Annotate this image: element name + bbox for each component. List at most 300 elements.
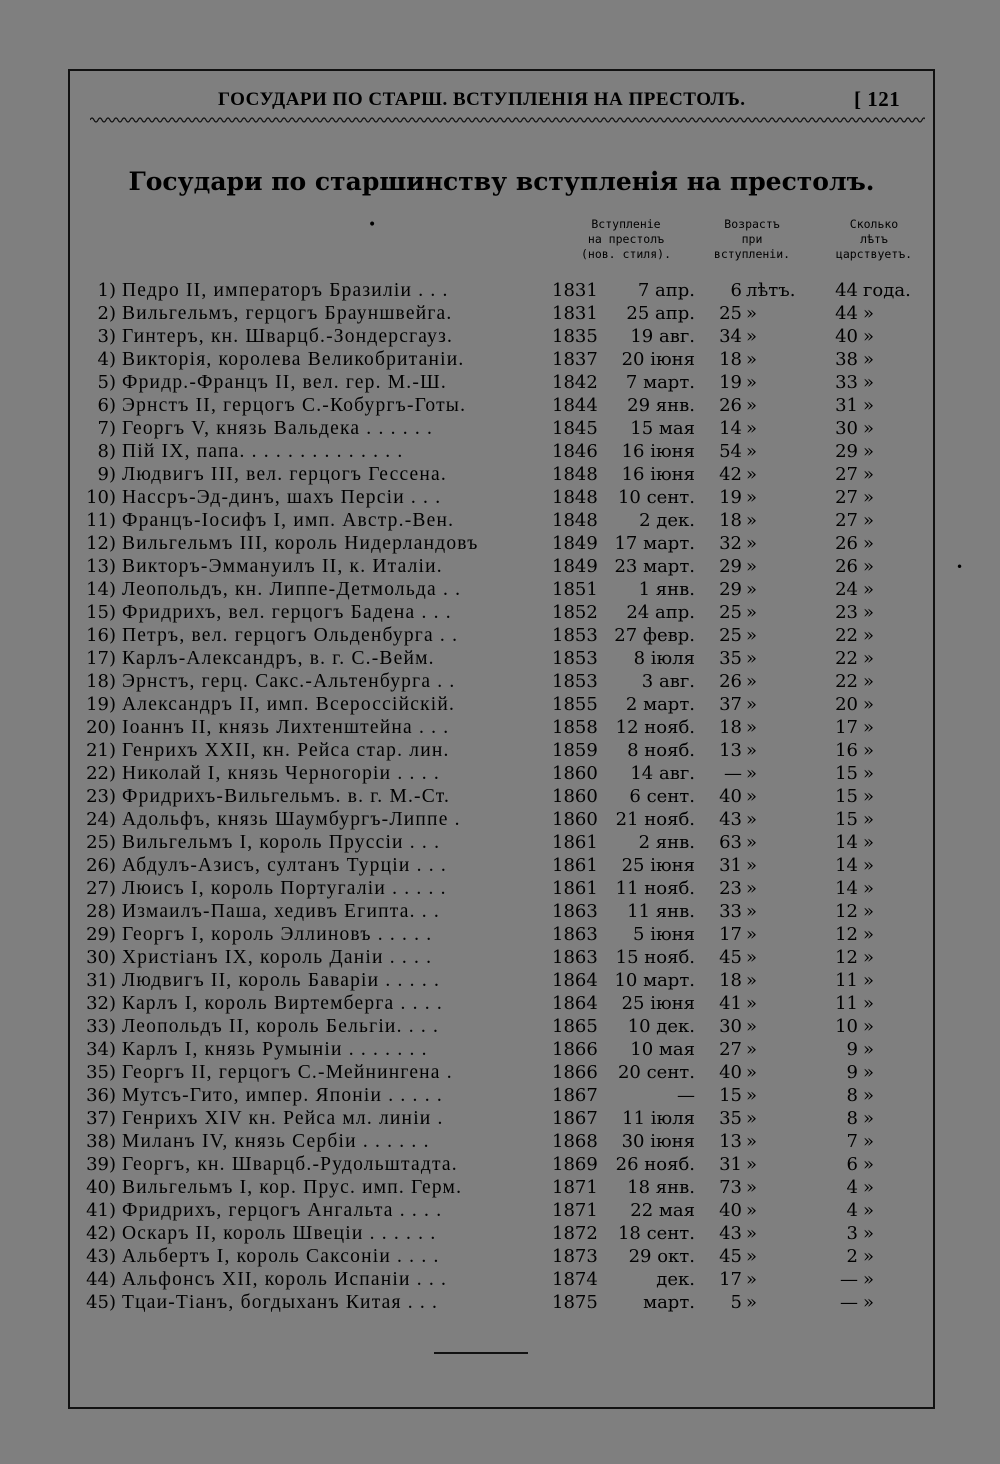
accession-age: 19 [719,372,742,393]
table-row [70,900,937,923]
age-unit: » [746,1108,758,1129]
accession-date: 14 авг. [630,763,695,784]
age-unit: » [746,1292,758,1313]
age-unit: » [746,441,758,462]
reign-unit: » [863,1200,875,1221]
table-row [70,831,937,854]
reign-unit: » [863,717,875,738]
row-number: 40) [86,1177,116,1198]
accession-age: 26 [719,671,742,692]
accession-year: 1865 [552,1016,598,1037]
accession-age: 43 [719,1223,742,1244]
reign-unit: » [863,1108,875,1129]
age-unit: » [746,924,758,945]
reign-years: 16 [835,740,858,761]
ruler-name: Фридрихъ, герцогъ Ангальта . . . . [122,1200,443,1221]
table-row [70,739,937,762]
accession-date: 10 мая [630,1039,695,1060]
accession-year: 1863 [552,947,598,968]
age-unit: » [746,556,758,577]
table-row [70,969,937,992]
row-number: 17) [86,648,116,669]
table-row [70,1038,937,1061]
accession-age: 18 [719,970,742,991]
wavy-rule [90,115,925,125]
ruler-name: Николай I, князь Черногоріи . . . . [122,763,440,784]
age-unit: » [746,1246,758,1267]
accession-age: 31 [719,1154,742,1175]
reign-unit: » [863,1223,875,1244]
ruler-name: Эрнстъ II, герцогъ С.-Кобургъ-Готы. [122,395,467,416]
accession-age: 25 [719,602,742,623]
table-row [70,1268,937,1291]
row-number: 26) [86,855,116,876]
ruler-name: Георгъ, кн. Шварцб.-Рудольштадта. [122,1154,458,1175]
row-number: 32) [86,993,116,1014]
age-unit: » [746,533,758,554]
ruler-name: Оскаръ II, король Швеціи . . . . . . [122,1223,437,1244]
age-unit: » [746,694,758,715]
accession-date: 26 нояб. [615,1154,695,1175]
accession-age: 25 [719,303,742,324]
age-unit: » [746,947,758,968]
reign-years: 33 [835,372,858,393]
running-head-title: ГОСУДАРИ ПО СТАРШ. ВСТУПЛЕНІЯ НА ПРЕСТОЛЪ. [218,89,746,110]
table-row [70,463,937,486]
reign-years: 10 [835,1016,858,1037]
reign-unit: » [863,602,875,623]
accession-year: 1867 [552,1108,598,1129]
ruler-name: Вильгельмъ I, кор. Прус. имп. Герм. [122,1177,463,1198]
reign-unit: » [863,395,875,416]
reign-unit: » [863,1016,875,1037]
reign-unit: » [863,625,875,646]
reign-years: 4 [846,1177,858,1198]
closing-rule [434,1352,528,1354]
accession-date: 24 апр. [626,602,695,623]
accession-year: 1855 [552,694,598,715]
accession-age: 29 [719,556,742,577]
reign-years: 30 [835,418,858,439]
reign-unit: » [863,740,875,761]
accession-year: 1846 [552,441,598,462]
row-number: 12) [86,533,116,554]
accession-year: 1837 [552,349,598,370]
accession-age: 17 [719,1269,742,1290]
row-number: 8) [97,441,116,462]
reign-unit: » [863,993,875,1014]
ruler-name: Александръ II, имп. Всероссійскій. [122,694,456,715]
accession-year: 1871 [552,1177,598,1198]
row-number: 10) [86,487,116,508]
accession-year: 1848 [552,464,598,485]
age-unit: » [746,1016,758,1037]
accession-date: 25 іюня [621,855,695,876]
ruler-name: Генрихъ XIV кн. Рейса мл. линіи . [122,1108,444,1129]
accession-year: 1861 [552,855,598,876]
accession-year: 1860 [552,809,598,830]
ruler-name: Мутсъ-Гито, импер. Японіи . . . . . [122,1085,443,1106]
table-row [70,624,937,647]
reign-years: 17 [835,717,858,738]
row-number: 22) [86,763,116,784]
age-unit: » [746,740,758,761]
ruler-name: Адольфъ, князь Шаумбургъ-Липпе . [122,809,461,830]
reign-years: 15 [835,809,858,830]
table-row [70,647,937,670]
accession-age: 45 [719,947,742,968]
accession-age: 32 [719,533,742,554]
row-number: 15) [86,602,116,623]
table-row [70,716,937,739]
accession-year: 1863 [552,924,598,945]
accession-date: 2 янв. [638,832,695,853]
accession-age: 25 [719,625,742,646]
accession-date: 25 апр. [626,303,695,324]
reign-unit: » [863,924,875,945]
reign-unit: » [863,533,875,554]
column-header-accession: Вступленіе на престолъ (нов. стиля). [580,217,671,261]
accession-date: 10 дек. [627,1016,695,1037]
accession-year: 1869 [552,1154,598,1175]
age-unit: » [746,671,758,692]
accession-age: 27 [719,1039,742,1060]
reign-years: — [840,1269,858,1290]
accession-year: 1866 [552,1039,598,1060]
age-unit: » [746,901,758,922]
reign-unit: » [863,1154,875,1175]
table-row [70,509,937,532]
reign-years: 14 [835,878,858,899]
reign-unit: » [863,786,875,807]
reign-unit: » [863,1039,875,1060]
accession-year: 1853 [552,648,598,669]
accession-date: 1 янв. [638,579,695,600]
accession-year: 1861 [552,878,598,899]
accession-year: 1842 [552,372,598,393]
table-row [70,578,937,601]
rulers-table [70,279,937,1314]
table-row [70,877,937,900]
row-number: 3) [97,326,116,347]
accession-date: 25 іюня [621,993,695,1014]
reign-unit: » [863,901,875,922]
reign-years: 14 [835,832,858,853]
reign-years: 23 [835,602,858,623]
accession-date: 22 мая [630,1200,695,1221]
accession-date: дек. [656,1269,695,1290]
reign-unit: » [863,303,875,324]
accession-year: 1864 [552,993,598,1014]
accession-date: 16 іюня [621,464,695,485]
age-unit: » [746,418,758,439]
table-row [70,1176,937,1199]
reign-years: 22 [835,648,858,669]
age-unit: » [746,464,758,485]
ruler-name: Георгъ I, король Эллиновъ . . . . . [122,924,433,945]
accession-year: 1858 [552,717,598,738]
ruler-name: Францъ-Іосифъ I, имп. Австр.-Вен. [122,510,455,531]
reign-years: 11 [835,970,858,991]
ruler-name: Нассръ-Эд-динъ, шахъ Персіи . . . [122,487,442,508]
reign-years: 29 [835,441,858,462]
accession-year: 1874 [552,1269,598,1290]
reign-years: 27 [835,487,858,508]
accession-year: 1861 [552,832,598,853]
age-unit: » [746,648,758,669]
accession-date: 6 сент. [629,786,695,807]
reign-unit: » [863,648,875,669]
row-number: 43) [86,1246,116,1267]
accession-date: 18 янв. [627,1177,695,1198]
row-number: 16) [86,625,116,646]
accession-age: 40 [719,1200,742,1221]
ruler-name: Альфонсъ XII, король Испаніи . . . [122,1269,448,1290]
column-header-age: Возрастъ при вступленіи. [713,217,791,261]
accession-date: 20 сент. [617,1062,695,1083]
row-number: 21) [86,740,116,761]
reign-years: 15 [835,786,858,807]
reign-years: 27 [835,464,858,485]
accession-year: 1873 [552,1246,598,1267]
ruler-name: Эрнстъ, герц. Сакс.-Альтенбурга . . [122,671,456,692]
age-unit: » [746,1269,758,1290]
accession-year: 1863 [552,901,598,922]
table-row [70,693,937,716]
age-unit: » [746,602,758,623]
accession-date: 2 дек. [639,510,695,531]
age-unit: » [746,625,758,646]
row-number: 45) [86,1292,116,1313]
age-unit: » [746,1223,758,1244]
accession-date: 8 нояб. [627,740,695,761]
reign-years: 26 [835,556,858,577]
reign-unit: » [863,947,875,968]
row-number: 1) [97,280,116,301]
accession-age: 35 [719,1108,742,1129]
accession-age: 37 [719,694,742,715]
age-unit: » [746,1154,758,1175]
table-row [70,1061,937,1084]
accession-year: 1853 [552,625,598,646]
age-unit: » [746,487,758,508]
accession-date: 23 март. [614,556,695,577]
reign-unit: » [863,694,875,715]
age-unit: » [746,786,758,807]
reign-unit: » [863,832,875,853]
accession-year: 1860 [552,763,598,784]
accession-year: 1853 [552,671,598,692]
reign-years: 4 [846,1200,858,1221]
table-row [70,325,937,348]
accession-age: 15 [719,1085,742,1106]
reign-unit: » [863,418,875,439]
page-title: Государи по старшинству вступленія на престолъ. [128,167,875,196]
accession-date: 11 іюля [622,1108,695,1129]
reign-years: 15 [835,763,858,784]
reign-unit: » [863,326,875,347]
accession-date: 29 окт. [628,1246,695,1267]
table-row [70,762,937,785]
table-row [70,1153,937,1176]
age-unit: » [746,1039,758,1060]
age-unit: » [746,717,758,738]
row-number: 38) [86,1131,116,1152]
reign-years: 8 [846,1085,858,1106]
age-unit: » [746,832,758,853]
reign-years: 11 [835,993,858,1014]
ruler-name: Леопольдъ II, король Бельгіи. . . . [122,1016,440,1037]
accession-age: 18 [719,349,742,370]
reign-years: 44 [835,280,858,301]
accession-age: 54 [719,441,742,462]
reign-years: 22 [835,625,858,646]
ruler-name: Педро II, императоръ Бразиліи . . . [122,280,449,301]
reign-unit: » [863,1131,875,1152]
row-number: 39) [86,1154,116,1175]
reign-years: — [840,1292,858,1313]
table-row [70,555,937,578]
reign-unit: » [863,878,875,899]
ruler-name: Фридрихъ-Вильгельмъ. в. г. М.-Ст. [122,786,451,807]
accession-date: 11 нояб. [615,878,695,899]
accession-date: март. [643,1292,695,1313]
ruler-name: Христіанъ IX, король Даніи . . . . [122,947,433,968]
accession-date: 29 янв. [627,395,695,416]
row-number: 36) [86,1085,116,1106]
ruler-name: Абдулъ-Азисъ, султанъ Турціи . . . [122,855,447,876]
row-number: 18) [86,671,116,692]
accession-year: 1831 [552,280,598,301]
ruler-name: Вильгельмъ, герцогъ Брауншвейга. [122,303,453,324]
reign-years: 8 [846,1108,858,1129]
row-number: 30) [86,947,116,968]
ruler-name: Людвигъ III, вел. герцогъ Гессена. [122,464,447,485]
table-row [70,785,937,808]
row-number: 42) [86,1223,116,1244]
accession-date: 16 іюня [621,441,695,462]
accession-year: 1872 [552,1223,598,1244]
accession-date: 11 янв. [627,901,695,922]
ruler-name: Измаилъ-Паша, хедивъ Египта. . . [122,901,440,922]
reign-unit: » [863,579,875,600]
reign-unit: » [863,671,875,692]
ruler-name: Вильгельмъ I, король Пруссіи . . . [122,832,441,853]
table-row [70,923,937,946]
accession-age: 42 [719,464,742,485]
accession-year: 1868 [552,1131,598,1152]
row-number: 29) [86,924,116,945]
age-unit: » [746,303,758,324]
ruler-name: Вильгельмъ III, король Нидерландовъ [122,533,479,554]
accession-date: 7 апр. [637,280,695,301]
accession-year: 1864 [552,970,598,991]
age-unit: » [746,993,758,1014]
table-row [70,601,937,624]
reign-unit: » [863,510,875,531]
reign-years: 6 [846,1154,858,1175]
ruler-name: Леопольдъ, кн. Липпе-Детмольда . . [122,579,462,600]
accession-age: 40 [719,1062,742,1083]
reign-unit: » [863,349,875,370]
age-unit: » [746,372,758,393]
ruler-name: Георгъ II, герцогъ С.-Мейнингена . [122,1062,453,1083]
accession-age: 14 [719,418,742,439]
row-number: 24) [86,809,116,830]
ruler-name: Фридр.-Францъ II, вел. гер. М.-Ш. [122,372,447,393]
accession-date: 18 сент. [617,1223,695,1244]
accession-age: 45 [719,1246,742,1267]
row-number: 35) [86,1062,116,1083]
accession-age: 5 [730,1292,742,1313]
row-number: 9) [97,464,116,485]
row-number: 37) [86,1108,116,1129]
accession-age: 31 [719,855,742,876]
accession-date: 15 нояб. [615,947,695,968]
accession-year: 1831 [552,303,598,324]
reign-unit: » [863,1292,875,1313]
age-unit: » [746,763,758,784]
reign-years: 27 [835,510,858,531]
bullet-mark: • [368,217,377,233]
page-number: [ 121 [854,87,901,111]
row-number: 23) [86,786,116,807]
accession-year: 1871 [552,1200,598,1221]
row-number: 41) [86,1200,116,1221]
accession-date: 17 март. [614,533,695,554]
accession-age: 29 [719,579,742,600]
row-number: 11) [86,510,116,531]
row-number: 2) [97,303,116,324]
accession-year: 1849 [552,533,598,554]
table-row [70,1245,937,1268]
accession-date: 12 нояб. [615,717,695,738]
age-unit: » [746,326,758,347]
reign-unit: » [863,1246,875,1267]
accession-age: 34 [719,326,742,347]
margin-dot: • [956,560,964,574]
accession-age: 23 [719,878,742,899]
row-number: 44) [86,1269,116,1290]
table-row [70,808,937,831]
accession-year: 1860 [552,786,598,807]
accession-age: 13 [719,1131,742,1152]
accession-date: 20 іюня [621,349,695,370]
row-number: 7) [97,418,116,439]
reign-unit: » [863,1062,875,1083]
row-number: 19) [86,694,116,715]
row-number: 34) [86,1039,116,1060]
reign-unit: » [863,1269,875,1290]
table-row [70,946,937,969]
table-row [70,440,937,463]
accession-year: 1844 [552,395,598,416]
reign-years: 12 [835,924,858,945]
accession-age: 26 [719,395,742,416]
age-unit: » [746,1085,758,1106]
reign-unit: » [863,763,875,784]
accession-date: 10 март. [614,970,695,991]
accession-year: 1852 [552,602,598,623]
accession-date: 3 авг. [641,671,695,692]
accession-date: 19 авг. [630,326,695,347]
accession-year: 1859 [552,740,598,761]
table-row [70,417,937,440]
age-unit: лѣтъ. [746,280,796,301]
row-number: 20) [86,717,116,738]
row-number: 33) [86,1016,116,1037]
reign-years: 12 [835,947,858,968]
